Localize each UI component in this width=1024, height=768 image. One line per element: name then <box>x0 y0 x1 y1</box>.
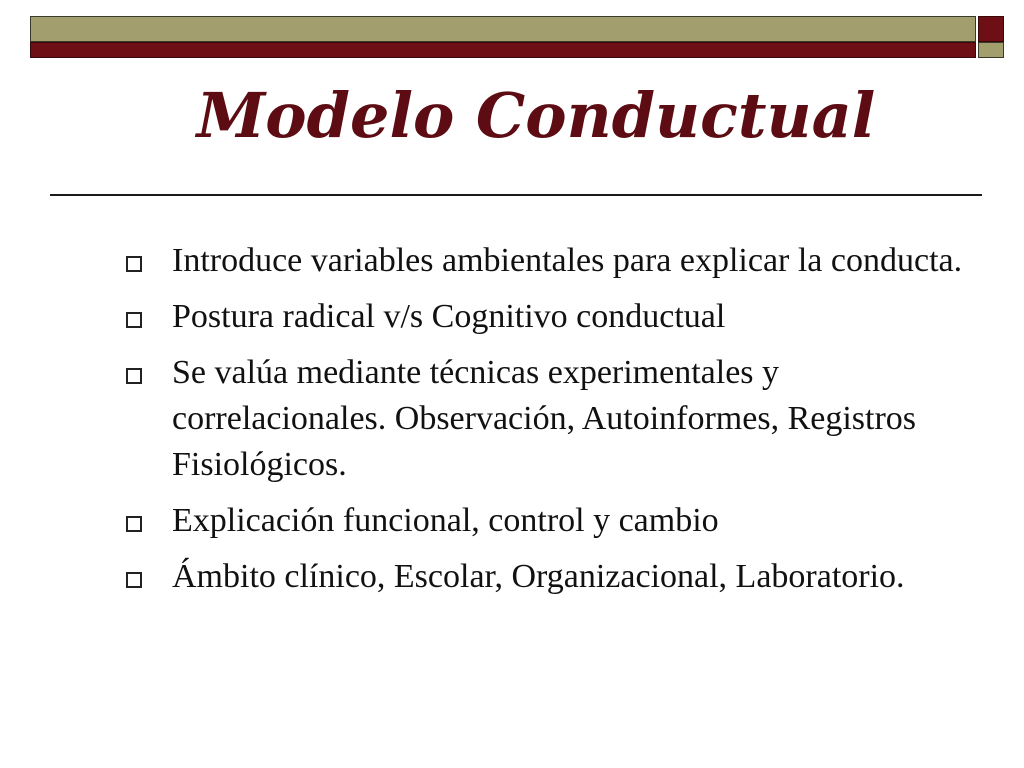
header-square-maroon <box>978 16 1004 42</box>
bullet-text: Introduce variables ambientales para explicar la conducta. <box>172 242 963 279</box>
bullet-item <box>120 554 980 600</box>
bullet-item <box>120 294 980 340</box>
bullet-text: Postura radical v/s Cognitivo conductual <box>172 298 726 335</box>
title-divider <box>50 194 982 196</box>
square-bullet-icon <box>126 256 142 272</box>
square-bullet-icon <box>126 312 142 328</box>
bullet-item <box>120 350 980 488</box>
bullet-text: Ámbito clínico, Escolar, Organizacional, Laboratorio. <box>172 558 905 595</box>
bullet-list <box>120 238 980 610</box>
header-square-olive <box>978 42 1004 58</box>
square-bullet-icon <box>126 368 142 384</box>
square-bullet-icon <box>126 572 142 588</box>
slide-title: Modelo Conductual <box>196 79 876 152</box>
bullet-item <box>120 238 980 284</box>
bullet-text: Se valúa mediante técnicas experimentales y correlacionales. Observación, Autoinformes, Registros Fisiológicos. <box>172 354 917 483</box>
square-bullet-icon <box>126 516 142 532</box>
header-bar-olive <box>30 16 976 42</box>
header-bar-maroon <box>30 42 976 58</box>
bullet-text: Explicación funcional, control y cambio <box>172 502 719 539</box>
bullet-item <box>120 498 980 544</box>
